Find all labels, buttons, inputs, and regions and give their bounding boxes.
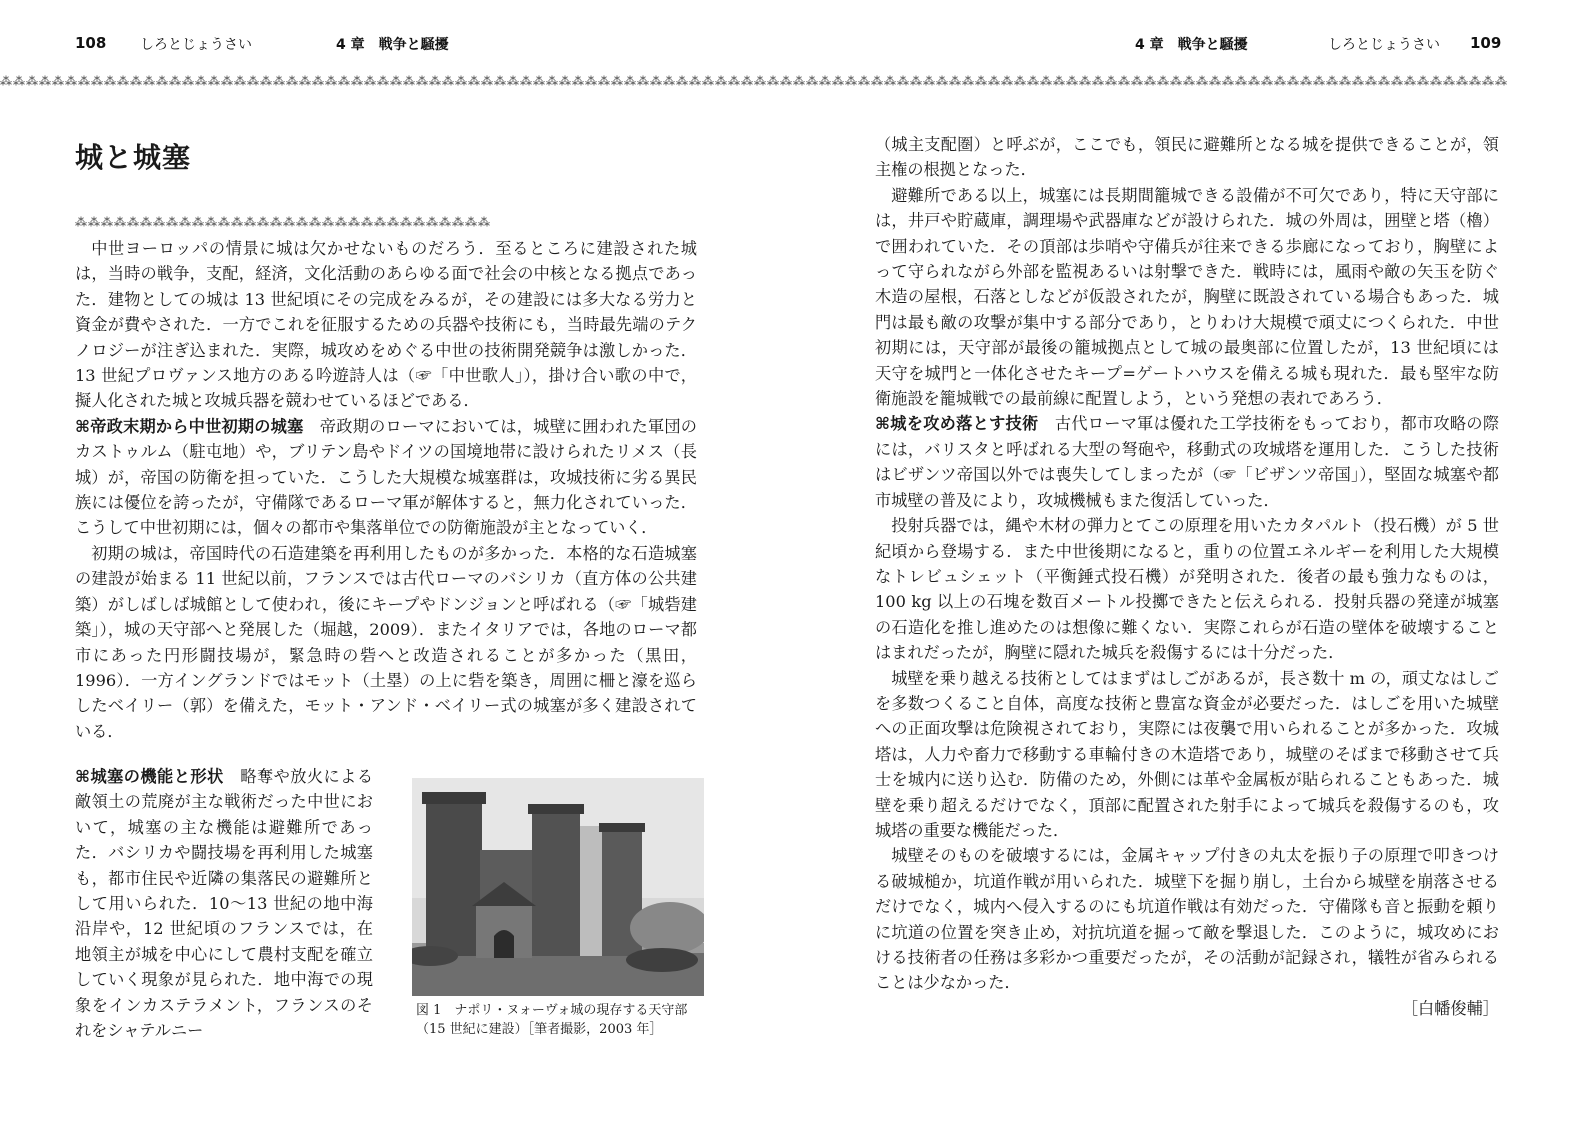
paragraph: 投射兵器では，縄や木材の弾力とてこの原理を用いたカタパルト（投石機）が 5 世紀頃から登場する．また中世後期になると，重りの位置エネルギーを利用した大規模なトレビュシェット（平衡錘式投石機）が発明された．後者の最も強力なものは，100 kg 以上の石塊を数百メートル投擲できたと伝えられる．投射兵器の発達が城塞の石造化を推し進めたのは想像に難くない．実際これらが石造の壁体を破壊することはまれだったが，胸壁に隠れた城兵を殺傷するには十分だった．	[875, 516, 1499, 663]
right-page-body	[875, 132, 1499, 1021]
paragraph: 中世ヨーロッパの情景に城は欠かせないものだろう．至るところに建設された城は，当時の戦争，支配，経済，文化活動のあらゆる面で社会の中核となる拠点であった．建物としての城は 13 世紀頃にその完成をみるが，その建設には多大なる労力と資金が費やされた．一方でこれを征服するための兵器や技術にも，当時最先端のテクノロジーが注ぎ込まれた．実際，城攻めをめぐる中世の技術開発競争は激しかった．13 世紀プロヴァンス地方のある吟遊詩人は（☞「中世歌人」），掛け合い歌の中で，擬人化された城と攻城兵器を競わせているほどである．	[75, 239, 697, 411]
right-running-title: しろとじょうさい	[1328, 37, 1440, 53]
section-title: 城と城塞	[75, 141, 192, 174]
left-running-title: しろとじょうさい	[140, 37, 252, 53]
paragraph: （城主支配圏）と呼ぶが，ここでも，領民に避難所となる城を提供できることが，領主権の根拠となった．	[875, 135, 1499, 180]
left-page-body-narrow	[75, 764, 373, 1043]
subsection-text: 帝政期のローマにおいては，城壁に囲われた軍団のカストゥルム（駐屯地）や，ブリテン島やドイツの国境地帯に設けられたリメス（長城）が，帝国の防衛を担っていた．こうした大規模な城塞群は，攻城技術に劣る異民族には優位を誇ったが，守備隊であるローマ軍が解体すると，無力化されていった．こうして中世初期には，個々の都市や集落単位での防衛施設が主となっていく．	[75, 416, 697, 538]
header-ornament-rule: ⁂⁂⁂⁂⁂⁂⁂⁂⁂⁂⁂⁂⁂⁂⁂⁂⁂⁂⁂⁂⁂⁂⁂⁂⁂⁂⁂⁂⁂⁂⁂⁂⁂⁂⁂⁂⁂⁂⁂⁂⁂⁂⁂⁂⁂⁂⁂⁂⁂⁂⁂⁂⁂⁂⁂⁂⁂⁂⁂⁂⁂⁂⁂⁂⁂⁂⁂⁂⁂⁂⁂⁂⁂⁂⁂⁂⁂⁂⁂⁂⁂⁂⁂⁂⁂⁂⁂⁂⁂⁂⁂⁂⁂⁂⁂⁂⁂⁂⁂⁂⁂⁂⁂⁂⁂⁂⁂⁂⁂⁂⁂⁂⁂⁂⁂⁂	[0, 75, 1508, 87]
left-page-number: 108	[75, 34, 107, 52]
subsection	[75, 414, 697, 541]
title-ornament-rule: ⁂⁂⁂⁂⁂⁂⁂⁂⁂⁂⁂⁂⁂⁂⁂⁂⁂⁂⁂⁂⁂⁂⁂⁂⁂⁂⁂⁂⁂⁂⁂⁂	[75, 216, 491, 228]
figure	[412, 778, 704, 1039]
paragraph: 城壁そのものを破壊するには，金属キャップ付きの丸太を振り子の原理で叩きつける破城槌か，坑道作戦が用いられた．城壁下を掘り崩し，土台から城壁を崩落させるだけでなく，城内へ侵入するのにも坑道作戦は有効だった．守備隊も音と振動を頼りに坑道の位置を突き止め，対抗坑道を掘って敵を撃退した．このように，城攻めにおける技術者の任務は多彩かつ重要だったが，その活動が記録され，犠牲が省みられることは少なかった．	[875, 846, 1499, 993]
right-page-number: 109	[1470, 34, 1502, 52]
subsection-text: 略奪や放火による敵領土の荒廃が主な戦術だった中世において，城塞の主な機能は避難所であった．バシリカや闘技場を再利用した城塞も，都市住民や近隣の集落民の避難所として用いられた．10～13 世紀の地中海沿岸や，12 世紀頃のフランスでは，在地領主が城を中心にして農村支配を確立していく現象が見られた．地中海での現象をインカステラメント，フランスのそれをシャテルニー	[75, 767, 374, 1041]
figure-caption: 図 1 ナポリ・ヌォーヴォ城の現存する天守部（15 世紀に建設）［筆者撮影，2003 年］	[416, 1003, 688, 1037]
subsection-heading: ⌘帝政末期から中世初期の城塞	[75, 416, 304, 436]
paragraph: 初期の城は，帝国時代の石造建築を再利用したものが多かった．本格的な石造城塞の建設が始まる 11 世紀以前，フランスでは古代ローマのバシリカ（直方体の公共建築）がしばしば城館として使われ，後にキープやドンジョンと呼ばれる（☞「城砦建築」），城の天守部へと発展した（堀越，2009）．またイタリアでは，各地のローマ都市にあった円形闘技場が，緊急時の砦へと改造されることが多かった（黒田，1996）．一方イングランドではモット（土塁）の上に砦を築き，周囲に柵と濠を巡らしたベイリー（郭）を備えた，モット・アンド・ベイリー式の城塞が多く建設されている．	[75, 543, 697, 741]
left-page-body	[75, 236, 697, 744]
subsection-heading: ⌘城を攻め落とす技術	[875, 414, 1039, 434]
subsection	[75, 764, 373, 1043]
left-chapter-heading: 4 章 戦争と騒擾	[336, 37, 449, 53]
paragraph: 城壁を乗り越える技術としてはまずはしごがあるが，長さ数十 m の，頑丈なはしごを多数つくること自体，高度な技術と豊富な資金が必要だった．はしごを用いた城壁への正面攻撃は危険視されており，実際には夜襲で用いられることが多かった．攻城塔は，人力や畜力で移動する車輪付きの木造塔であり，城壁のそばまで移動させて兵士を城内に送り込む．防備のため，外側には革や金属板が貼られることもあった．城壁を乗り超えるだけでなく，頂部に配置された射手によって城兵を殺傷するのも，攻城塔の重要な機能だった．	[875, 668, 1499, 840]
right-chapter-heading: 4 章 戦争と騒擾	[1135, 37, 1248, 53]
subsection	[875, 411, 1499, 513]
subsection-text: 古代ローマ軍は優れた工学技術をもっており，都市攻略の際には，バリスタと呼ばれる大型の弩砲や，移動式の攻城塔を運用した．こうした技術はビザンツ帝国以外では喪失してしまったが（☞「ビザンツ帝国」），堅固な城塞や都市城壁の普及により，攻城機械もまた復活していった．	[875, 414, 1500, 510]
castle-photo	[412, 778, 704, 996]
subsection-heading: ⌘城塞の機能と形状	[75, 767, 224, 786]
paragraph: 避難所である以上，城塞には長期間籠城できる設備が不可欠であり，特に天守部には，井戸や貯蔵庫，調理場や武器庫などが設けられた．城の外周は，囲壁と塔（櫓）で囲われていた．その頂部は歩哨や守備兵が往来できる歩廊になっており，胸壁によって守られながら外部を監視あるいは射撃できた．戦時には，風雨や敵の矢玉を防ぐ木造の屋根，石落としなどが仮設されたが，胸壁に既設されている場合もあった．城門は最も敵の攻撃が集中する部分であり，とりわけ大規模で頑丈につくられた．中世初期には，天守部が最後の籠城拠点として城の最奥部に位置したが，13 世紀頃には天守を城門と一体化させたキープ=ゲートハウスを備える城も現れた．最も堅牢な防衛施設を籠城戦での最前線に配置しよう，という発想の表れであろう．	[875, 185, 1499, 409]
author-signature: ［白幡俊輔］	[1401, 998, 1499, 1018]
